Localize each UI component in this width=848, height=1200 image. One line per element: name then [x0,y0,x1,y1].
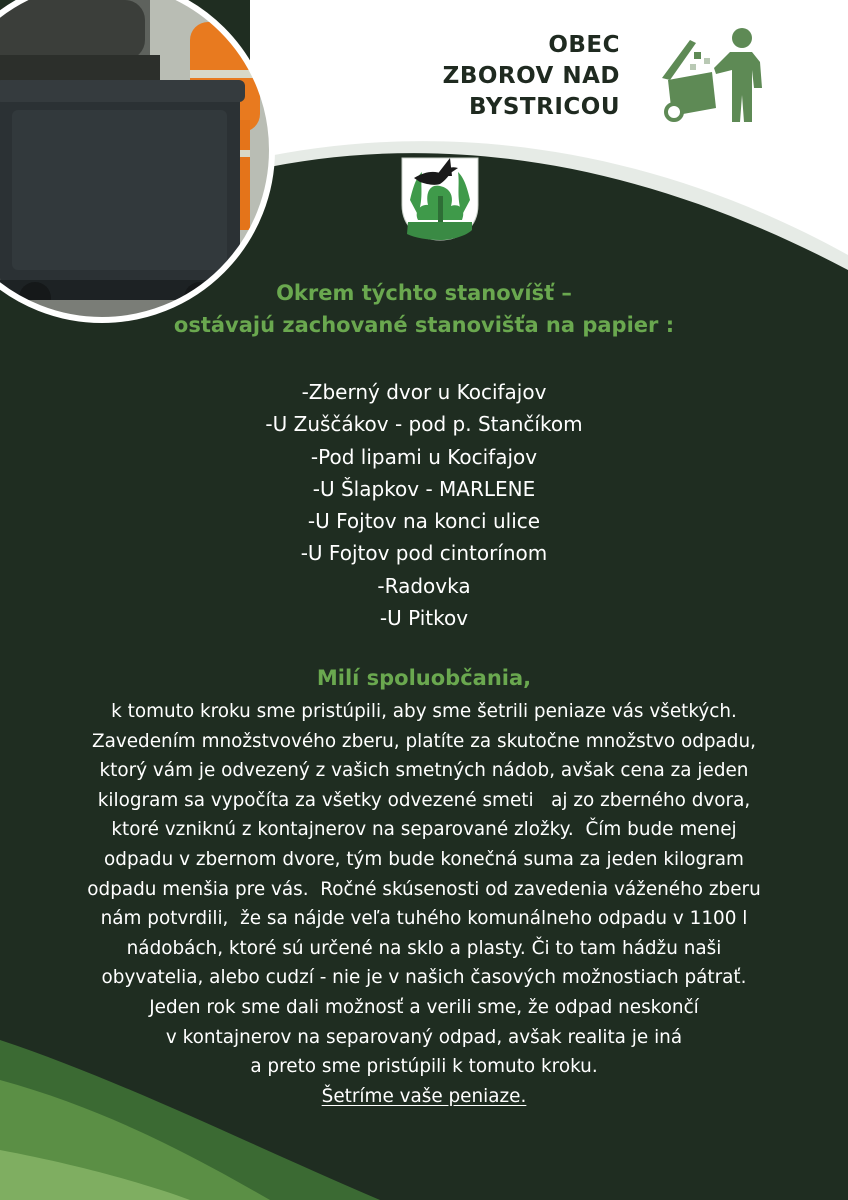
sites-heading-line-2: ostávajú zachované stanovišťa na papier : [173,313,675,337]
paragraph-line: k tomuto kroku sme pristúpili, aby sme šetrili peniaze vás všetkých. [111,701,737,722]
coat-of-arms [402,158,478,240]
list-item: -Radovka [377,573,471,598]
closing-line [0,1082,848,1112]
closing-text: Šetríme vaše peniaze. [321,1085,527,1107]
title-line-2: ZBOROV NAD [442,63,620,89]
paragraph-line: nádobách, ktoré sú určené na sklo a plasty. Či to tam hádžu naši [126,937,722,959]
list-item: -U Pitkov [379,606,469,631]
list-item: -U Fojtov na konci ulice [307,509,541,534]
list-item: -U Fojtov pod cintorínom [300,541,548,566]
paragraph-line: a preto sme pristúpili k tomuto kroku. [250,1056,598,1078]
paragraph-line: obyvatelia, alebo cudzí - nie je v našich časových možnostiach pátrať. [101,967,747,989]
sites-heading [0,278,848,340]
paragraph-line: Zavedením množstvového zberu, platíte za skutočne množstvo odpadu, [91,730,756,752]
sites-heading-line-1: Okrem týchto stanovíšť – [276,281,572,305]
paragraph-line: nám potvrdili, že sa nájde veľa tuhého komunálneho odpadu v 1100 l [100,908,748,930]
paragraph-line: v kontajnerov na separovaný odpad, avšak realita je iná [165,1026,683,1048]
paragraph-line: odpadu menšia pre vás. Ročné skúsenosti od zavedenia váženého zberu [87,878,761,900]
paragraph-line: ktorý vám je odvezený z vašich smetných nádob, avšak cena za jeden [99,760,749,782]
paragraph-line: kilogram sa vypočíta za všetky odvezené smeti aj zo zberného dvora, [97,789,751,811]
list-item: -Pod lipami u Kocifajov [310,444,538,469]
list-item: -Zberný dvor u Kocifajov [301,380,547,404]
location-list [0,376,848,634]
message-paragraph [0,697,848,1111]
title-line-1: OBEC [548,32,620,58]
paragraph-line: Jeden rok sme dali možnosť a verili sme, že odpad neskončí [149,996,699,1018]
title-line-3: BYSTRICOU [468,94,620,120]
municipality-title [443,30,620,123]
paragraph-line: ktoré vzniknú z kontajnerov na separované zložky. Čím bude menej [111,819,737,841]
greeting-heading: Milí spoluobčania, [316,666,532,690]
paragraph-line: odpadu v zbernom dvore, tým bude konečná suma za jeden kilogram [104,848,744,870]
list-item: -U Šlapkov - MARLENE [312,476,536,501]
list-item: -U Zuščákov - pod p. Stančíkom [265,412,583,437]
